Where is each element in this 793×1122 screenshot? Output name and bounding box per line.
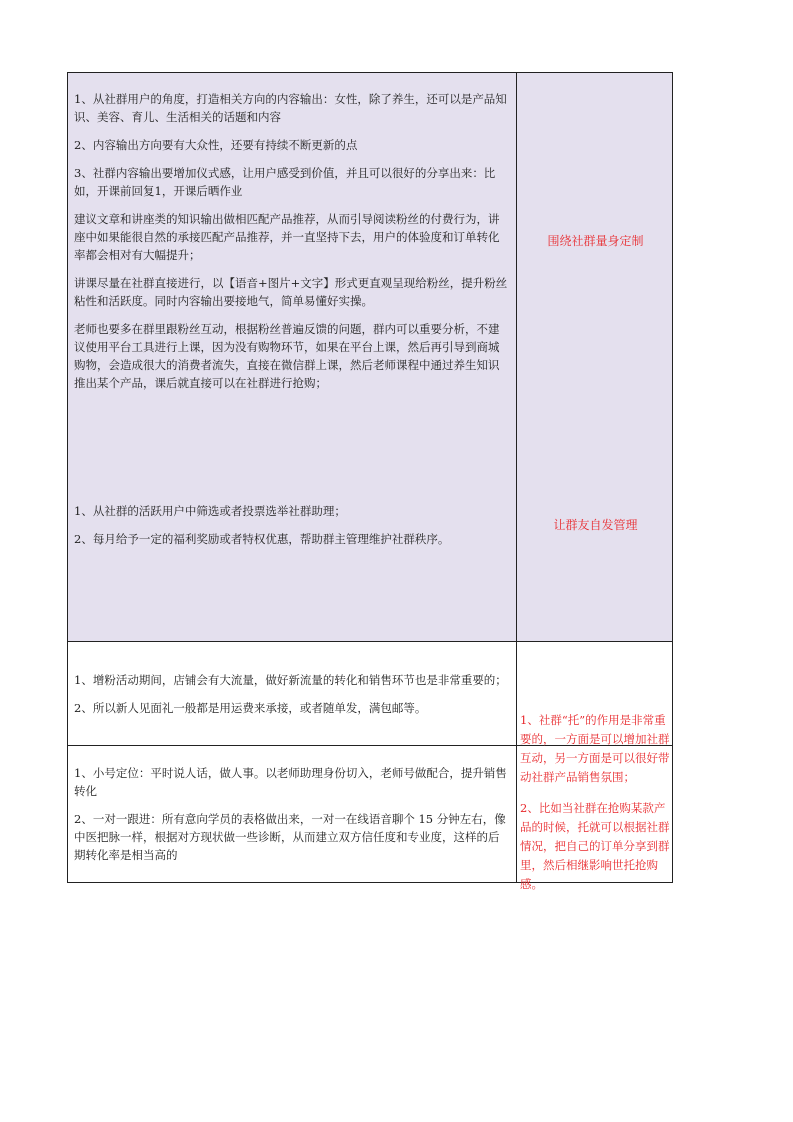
paragraph: 1、增粉活动期间，店铺会有大流量，做好新流量的转化和销售环节也是非常重要的；	[74, 672, 507, 687]
paragraph: 2、一对一跟进：所有意向学员的表格做出来，一对一在线语音聊个 15 分钟左右，像中医把脉一样，根据对方现状做一些诊断，从而建立双方信任度和专业度，这样的后期转化率是相当高的	[74, 812, 506, 862]
content-strategy-cell	[68, 73, 517, 408]
paragraph: 1、从社群用户的角度，打造相关方向的内容输出：女性，除了养生，还可以是产品知识、美容、育儿、生活相关的话题和内容	[74, 91, 507, 124]
follow-up-cell	[68, 746, 517, 882]
paragraph: 讲课尽量在社群直接进行，以【语音+图片+文字】形式更直观呈现给粉丝，提升粉丝粘性和活跃度。同时内容输出要接地气，简单易懂好实操。	[74, 275, 508, 308]
new-traffic-cell	[68, 642, 517, 745]
note-paragraph: 1、社群“托”的作用是非常重要的，一方面是可以增加社群互动，另一方面是可以很好带动社群产品销售氛围；	[520, 713, 670, 784]
merged-note-cell	[516, 642, 673, 891]
row-label: 让群友自发管理	[553, 518, 638, 532]
paragraph: 2、内容输出方向要有大众性，还要有持续不断更新的点	[74, 137, 358, 152]
paragraph: 1、小号定位：平时说人话，做人事。以老师助理身份切入，老师号做配合，提升销售转化	[74, 766, 507, 798]
table-row-content-strategy	[67, 72, 673, 409]
note-paragraph: 2、比如当社群在抢购某款产品的时候，托就可以根据社群情况，把自己的订单分享到群里，然后相继影响世托抢购感。	[520, 801, 670, 891]
table-row-self-management	[67, 408, 673, 642]
paragraph: 3、社群内容输出要增加仪式感，让用户感受到价值，并且可以很好的分享出来：比如，开课前回复1，开课后晒作业	[74, 165, 496, 198]
paragraph: 2、每月给予一定的福利奖励或者特权优惠，帮助群主管理维护社群秩序。	[74, 531, 450, 546]
paragraph: 2、所以新人见面礼一般都是用运费来承接，或者随单发，满包邮等。	[74, 700, 427, 715]
self-management-cell	[68, 408, 517, 641]
paragraph: 1、从社群的活跃用户中筛选或者投票选举社群助理；	[74, 503, 346, 518]
row-label: 围绕社群量身定制	[547, 234, 644, 248]
paragraph: 建议文章和讲座类的知识输出做相匹配产品推荐，从而引导阅读粉丝的付费行为，讲座中如果能很自然的承接匹配产品推荐，并一直坚持下去，用户的体验度和订单转化率都会相对有大幅提升；	[74, 211, 500, 262]
paragraph: 老师也要多在群里跟粉丝互动，根据粉丝普遍反馈的问题，群内可以重要分析，不建议使用平台工具进行上课，因为没有购物环节，如果在平台上课，然后再引导到商城购物，会造成很大的消费者流失，直接在微信群上课，然后老师课程中通过养生知识推出某个产品，课后就直接可以在社群进行抢购；	[74, 321, 500, 390]
